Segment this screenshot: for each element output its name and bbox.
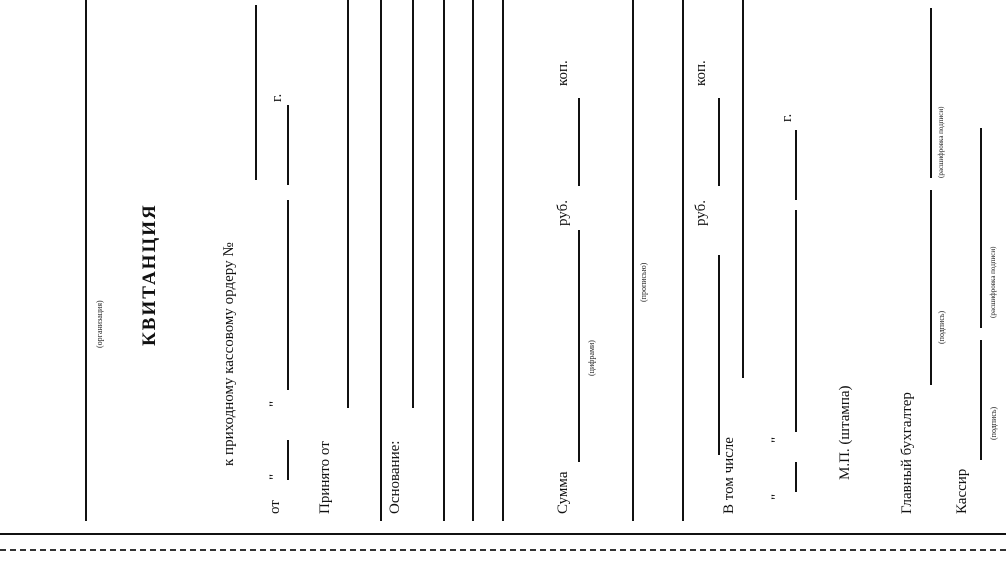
including-label: В том числе — [721, 437, 737, 514]
received-from-label: Принято от — [317, 441, 333, 514]
date2-year-line — [795, 130, 797, 200]
sum-rub-label: руб. — [555, 200, 571, 226]
amount-words-line — [632, 0, 634, 521]
received-from-line — [347, 0, 349, 408]
date-quote-open: " — [267, 473, 283, 480]
cashier-decode-caption: (расшифровка подписи) — [989, 246, 997, 318]
chief-decode-line — [930, 8, 932, 178]
cashier-signature-caption: (подпись) — [989, 406, 998, 440]
chief-signature-line — [930, 190, 932, 385]
date2-quote-open: " — [769, 493, 785, 500]
basis-line-2 — [443, 0, 445, 521]
date2-month-line — [795, 210, 797, 432]
received-from-line-2 — [380, 0, 382, 521]
basis-line-3 — [472, 0, 474, 521]
date-year-line — [287, 105, 289, 185]
date-day-line — [287, 440, 289, 480]
order-number-line — [255, 5, 257, 180]
basis-label: Основание: — [387, 440, 403, 514]
amount-rub-line — [718, 255, 720, 455]
receipt-title: КВИТАНЦИЯ — [139, 203, 160, 346]
sum-kop-label: коп. — [555, 60, 571, 86]
basis-line-4 — [502, 0, 504, 521]
stamp-label: М.П. (штампа) — [837, 385, 853, 480]
bottom-rule — [0, 533, 1006, 535]
date-month-line — [287, 200, 289, 390]
sum-rub-line — [578, 230, 580, 462]
words-caption: (прописью) — [639, 262, 648, 302]
amount-kop-label: коп. — [693, 60, 709, 86]
chief-signature-caption: (подпись) — [937, 310, 946, 344]
date-year-suffix: г. — [269, 93, 285, 102]
date2-quote-close: " — [769, 436, 785, 443]
cashier-label: Кассир — [954, 468, 970, 514]
sum-kop-line — [578, 98, 580, 186]
chief-accountant-label: Главный бухгалтер — [899, 392, 915, 514]
digits-caption: (цифрами) — [587, 340, 596, 376]
date-quote-close: " — [267, 400, 283, 407]
date2-year-suffix: г. — [779, 113, 795, 122]
including-line — [742, 0, 744, 378]
organization-line — [85, 0, 87, 521]
cashier-decode-line — [980, 128, 982, 328]
basis-line — [412, 0, 414, 408]
amount-rub-label: руб. — [693, 200, 709, 226]
order-ref-label: к приходному кассовому ордеру № — [221, 242, 237, 466]
amount-words-line-2 — [682, 0, 684, 521]
cashier-signature-line — [980, 340, 982, 460]
amount-kop-line — [718, 98, 720, 186]
date-from-label: от — [267, 500, 283, 514]
date2-day-line — [795, 462, 797, 492]
chief-decode-caption: (расшифровка подписи) — [937, 106, 945, 178]
organization-caption: (организация) — [95, 300, 104, 348]
sum-label: Сумма — [555, 471, 571, 514]
cut-line — [0, 549, 1006, 551]
